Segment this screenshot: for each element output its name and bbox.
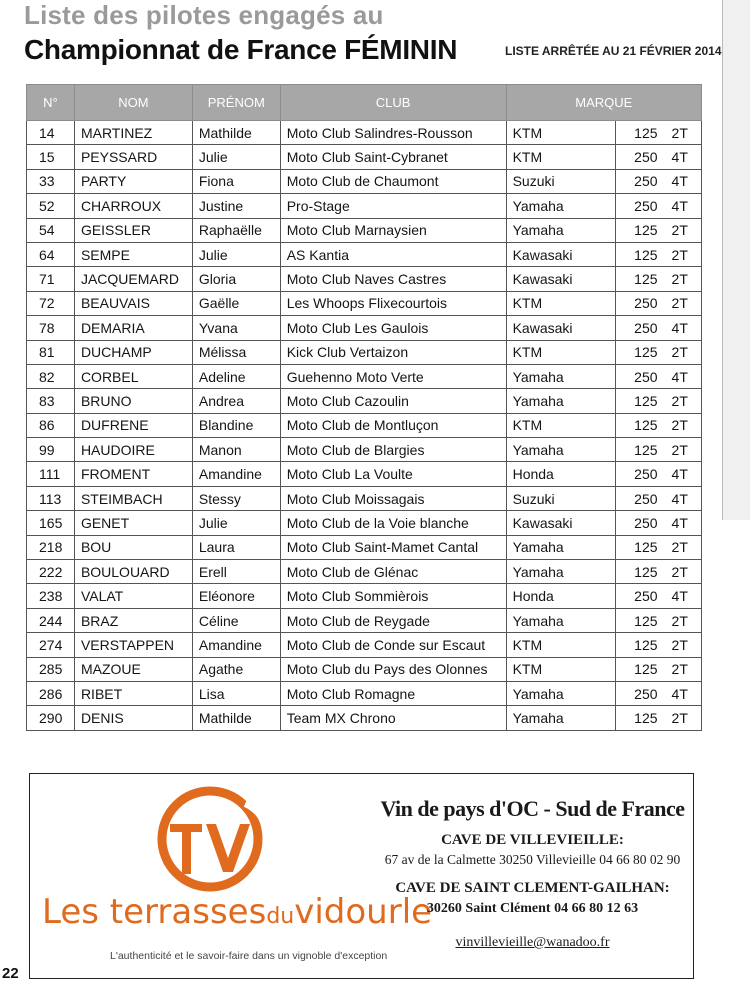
table-row [27,194,702,218]
brand-prefix: Les [42,892,110,932]
cell-cc: 250 [616,194,662,218]
cell-num: 218 [27,535,75,559]
cell-nom: BRUNO [74,389,192,413]
cell-cc: 125 [616,608,662,632]
cell-cc: 125 [616,413,662,437]
cell-marque: KTM [506,340,616,364]
cell-stroke: 4T [662,364,702,388]
cell-club: Kick Club Vertaizon [280,340,506,364]
cell-nom: BOULOUARD [74,560,192,584]
cell-prenom: Laura [192,535,280,559]
cell-club: Pro-Stage [280,194,506,218]
title-line-2: Championnat de France FÉMININ [24,34,458,65]
cell-club: Moto Club Romagne [280,681,506,705]
cell-nom: DENIS [74,706,192,730]
cell-num: 81 [27,340,75,364]
cell-marque: Honda [506,584,616,608]
cell-num: 33 [27,169,75,193]
table-row [27,340,702,364]
cell-cc: 250 [616,681,662,705]
cell-nom: GENET [74,511,192,535]
cell-club: AS Kantia [280,242,506,266]
cell-prenom: Amandine [192,462,280,486]
cell-nom: STEIMBACH [74,486,192,510]
cell-prenom: Erell [192,560,280,584]
cell-prenom: Agathe [192,657,280,681]
cell-num: 285 [27,657,75,681]
cell-club: Moto Club Salindres-Rousson [280,121,506,145]
cell-club: Moto Club Marnaysien [280,218,506,242]
table-row [27,560,702,584]
page-number: 22 [2,965,19,982]
cell-stroke: 2T [662,706,702,730]
cell-prenom: Julie [192,242,280,266]
cell-marque: Yamaha [506,608,616,632]
cell-num: 15 [27,145,75,169]
cell-marque: Suzuki [506,486,616,510]
cell-marque: KTM [506,413,616,437]
cell-club: Moto Club Saint-Mamet Cantal [280,535,506,559]
col-header-club: CLUB [280,85,506,121]
cell-cc: 125 [616,535,662,559]
cell-marque: Yamaha [506,194,616,218]
cell-prenom: Eléonore [192,584,280,608]
cell-prenom: Gloria [192,267,280,291]
cell-nom: VERSTAPPEN [74,633,192,657]
cell-num: 290 [27,706,75,730]
cell-cc: 125 [616,438,662,462]
brand-word2: vidourle [294,892,433,932]
cell-cc: 125 [616,560,662,584]
cave2-title: CAVE DE SAINT CLEMENT-GAILHAN: [395,880,670,896]
cell-club: Moto Club La Voulte [280,462,506,486]
cell-prenom: Stessy [192,486,280,510]
cell-club: Moto Club du Pays des Olonnes [280,657,506,681]
cell-marque: Kawasaki [506,316,616,340]
cell-marque: Honda [506,462,616,486]
cell-num: 78 [27,316,75,340]
cell-cc: 125 [616,121,662,145]
cell-stroke: 4T [662,194,702,218]
cell-marque: Yamaha [506,706,616,730]
cell-cc: 250 [616,291,662,315]
table-row [27,486,702,510]
cell-club: Moto Club Saint-Cybranet [280,145,506,169]
cell-num: 238 [27,584,75,608]
cell-stroke: 2T [662,389,702,413]
cell-prenom: Yvana [192,316,280,340]
cell-nom: JACQUEMARD [74,267,192,291]
cell-club: Moto Club de Glénac [280,560,506,584]
cell-cc: 250 [616,584,662,608]
cell-cc: 250 [616,169,662,193]
cell-nom: VALAT [74,584,192,608]
cell-prenom: Fiona [192,169,280,193]
cell-stroke: 2T [662,413,702,437]
cell-club: Les Whoops Flixecourtois [280,291,506,315]
cell-marque: Suzuki [506,169,616,193]
cell-club: Moto Club de Conde sur Escaut [280,633,506,657]
cell-stroke: 4T [662,486,702,510]
brand-word1: terrasses [109,892,267,932]
cell-prenom: Justine [192,194,280,218]
cell-num: 86 [27,413,75,437]
cell-nom: MAZOUE [74,657,192,681]
table-row [27,706,702,730]
cell-cc: 125 [616,389,662,413]
cell-prenom: Lisa [192,681,280,705]
cell-prenom: Manon [192,438,280,462]
ad-contact-block [370,774,695,951]
table-row [27,584,702,608]
table-row [27,145,702,169]
cell-cc: 125 [616,340,662,364]
cell-nom: BEAUVAIS [74,291,192,315]
cell-num: 83 [27,389,75,413]
title-line-1: Liste des pilotes engagés au [24,0,384,30]
table-row [27,633,702,657]
cell-marque: Kawasaki [506,267,616,291]
cell-nom: BRAZ [74,608,192,632]
cell-club: Moto Club de Montluçon [280,413,506,437]
cell-stroke: 2T [662,438,702,462]
cell-nom: DUCHAMP [74,340,192,364]
cell-marque: Yamaha [506,535,616,559]
cell-club: Team MX Chrono [280,706,506,730]
table-row [27,413,702,437]
cell-marque: KTM [506,657,616,681]
cell-num: 244 [27,608,75,632]
table-row [27,657,702,681]
cell-nom: PEYSSARD [74,145,192,169]
cell-cc: 125 [616,242,662,266]
cell-club: Moto Club Moissagais [280,486,506,510]
cell-num: 64 [27,242,75,266]
cell-stroke: 2T [662,560,702,584]
list-date-note: LISTE ARRÊTÉE AU 21 FÉVRIER 2014 [505,44,722,58]
cell-stroke: 4T [662,316,702,340]
table-row [27,291,702,315]
table-row [27,169,702,193]
col-header-marque: MARQUE [506,85,701,121]
table-row [27,535,702,559]
cell-club: Moto Club Naves Castres [280,267,506,291]
cell-cc: 250 [616,364,662,388]
col-header-nom: NOM [74,85,192,121]
cell-stroke: 2T [662,657,702,681]
cell-num: 111 [27,462,75,486]
cell-num: 165 [27,511,75,535]
cell-nom: PARTY [74,169,192,193]
cell-stroke: 2T [662,291,702,315]
cell-prenom: Julie [192,145,280,169]
cell-cc: 125 [616,633,662,657]
cell-nom: DUFRENE [74,413,192,437]
cell-num: 222 [27,560,75,584]
cell-club: Moto Club de Reygade [280,608,506,632]
cell-marque: KTM [506,291,616,315]
cell-stroke: 2T [662,218,702,242]
cell-cc: 125 [616,267,662,291]
cell-club: Moto Club de Blargies [280,438,506,462]
cell-stroke: 2T [662,267,702,291]
table-row [27,389,702,413]
pilots-table [26,84,702,731]
cell-prenom: Adeline [192,364,280,388]
cell-stroke: 4T [662,145,702,169]
cell-nom: MARTINEZ [74,121,192,145]
cell-club: Moto Club Cazoulin [280,389,506,413]
cell-cc: 250 [616,462,662,486]
cell-marque: Kawasaki [506,511,616,535]
table-row [27,121,702,145]
table-row [27,511,702,535]
table-header-row [27,85,702,121]
cell-num: 113 [27,486,75,510]
cell-stroke: 4T [662,681,702,705]
cell-num: 82 [27,364,75,388]
cell-marque: Yamaha [506,560,616,584]
terrasses-logo-icon [140,784,280,894]
cell-prenom: Gaëlle [192,291,280,315]
cell-stroke: 2T [662,121,702,145]
cell-num: 71 [27,267,75,291]
cell-stroke: 4T [662,169,702,193]
cell-cc: 125 [616,706,662,730]
cell-prenom: Céline [192,608,280,632]
cell-nom: BOU [74,535,192,559]
cell-prenom: Andrea [192,389,280,413]
table-row [27,681,702,705]
cell-club: Moto Club de Chaumont [280,169,506,193]
cell-marque: Yamaha [506,218,616,242]
cave2-address: 30260 Saint Clément 04 66 80 12 63 [426,901,639,916]
cell-cc: 125 [616,218,662,242]
table-row [27,242,702,266]
cell-nom: CHARROUX [74,194,192,218]
cell-prenom: Mathilde [192,706,280,730]
cell-nom: SEMPE [74,242,192,266]
cell-nom: DEMARIA [74,316,192,340]
cell-nom: FROMENT [74,462,192,486]
advertisement [29,773,694,979]
cell-prenom: Raphaëlle [192,218,280,242]
cell-stroke: 2T [662,608,702,632]
cell-stroke: 2T [662,633,702,657]
table-row [27,267,702,291]
cell-num: 72 [27,291,75,315]
col-header-num: N° [27,85,75,121]
cell-marque: Yamaha [506,681,616,705]
cell-cc: 250 [616,511,662,535]
cell-marque: Yamaha [506,364,616,388]
cell-marque: Yamaha [506,389,616,413]
cell-num: 274 [27,633,75,657]
adjacent-page-edge [722,0,750,520]
table-body [27,121,702,731]
cell-stroke: 4T [662,462,702,486]
cave1-address: 67 av de la Calmette 30250 Villevieille 04 66 80 02 90 [384,852,681,867]
cell-marque: Yamaha [506,438,616,462]
brand-tagline: L'authenticité et le savoir-faire dans un vignoble d'exception [110,950,388,962]
cell-stroke: 4T [662,584,702,608]
cell-nom: RIBET [74,681,192,705]
cell-stroke: 2T [662,340,702,364]
cell-prenom: Amandine [192,633,280,657]
ad-headline: Vin de pays d'OC - Sud de France [380,796,685,821]
cell-cc: 250 [616,316,662,340]
cell-prenom: Julie [192,511,280,535]
table-row [27,218,702,242]
cell-nom: CORBEL [74,364,192,388]
cell-prenom: Mathilde [192,121,280,145]
cell-num: 52 [27,194,75,218]
brand-mid: du [266,904,295,929]
cell-marque: KTM [506,633,616,657]
cell-num: 99 [27,438,75,462]
cave1-title: CAVE DE VILLEVIEILLE: [441,832,624,848]
cell-prenom: Blandine [192,413,280,437]
cell-club: Moto Club Les Gaulois [280,316,506,340]
col-header-prenom: PRÉNOM [192,85,280,121]
cell-num: 14 [27,121,75,145]
cell-stroke: 2T [662,535,702,559]
cell-num: 286 [27,681,75,705]
table-row [27,608,702,632]
cell-stroke: 4T [662,511,702,535]
cell-marque: KTM [506,121,616,145]
table-row [27,438,702,462]
cell-club: Moto Club de la Voie blanche [280,511,506,535]
cell-marque: Kawasaki [506,242,616,266]
cell-prenom: Mélissa [192,340,280,364]
cell-nom: HAUDOIRE [74,438,192,462]
ad-email-link[interactable]: vinvillevieille@wanadoo.fr [455,935,610,950]
cell-club: Moto Club Sommièrois [280,584,506,608]
cell-num: 54 [27,218,75,242]
table-row [27,364,702,388]
cell-club: Guehenno Moto Verte [280,364,506,388]
table-row [27,316,702,340]
cell-cc: 125 [616,657,662,681]
cell-marque: KTM [506,145,616,169]
table-row [27,462,702,486]
cell-nom: GEISSLER [74,218,192,242]
cell-stroke: 2T [662,242,702,266]
cell-cc: 250 [616,486,662,510]
cell-cc: 250 [616,145,662,169]
